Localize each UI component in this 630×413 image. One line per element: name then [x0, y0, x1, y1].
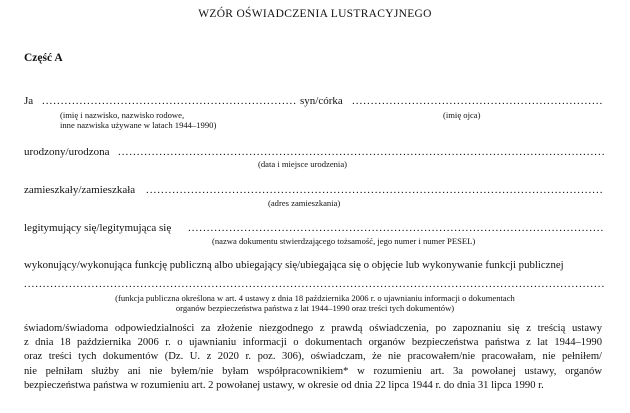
paragraph-line: z dnia 18 października 2006 r. o ujawnianiu informacji o dokumentach organów bezpieczeństwa państwa z lat 1944–1990 [24, 337, 602, 349]
father-name-field[interactable] [352, 95, 604, 107]
function-field[interactable] [24, 278, 604, 290]
id-caption: (nazwa dokumentu stwierdzającego tożsamość, jego numer i numer PESEL) [212, 236, 476, 246]
section-heading: Część A [24, 52, 63, 64]
function-caption-line2: organów bezpieczeństwa państwa z lat 1944–1990 oraz treści tych dokumentów) [175, 303, 455, 313]
name-field[interactable] [42, 95, 296, 107]
id-field[interactable] [188, 222, 604, 234]
paragraph-line: nie pełniłam służby ani nie byłem/nie byłam współpracownikiem* w rozumieniu art. 3a powołanej ustawy, organów [24, 365, 602, 377]
father-name-caption: (imię ojca) [443, 110, 481, 120]
name-caption-line2: inne nazwiska używane w latach 1944–1990) [60, 120, 217, 130]
address-caption: (adres zamieszkania) [268, 198, 341, 208]
function-caption-line1: (funkcja publiczna określona w art. 4 ustawy z dnia 18 października 2006 r. o ujawnianiu informacji o dokumentach [115, 293, 515, 303]
id-label: legitymujący się/legitymująca się [24, 222, 172, 234]
birth-label: urodzony/urodzona [24, 146, 110, 158]
document-title: WZÓR OŚWIADCZENIA LUSTRACYJNEGO [198, 8, 432, 20]
address-label: zamieszkały/zamieszkała [24, 184, 136, 196]
birth-field[interactable] [118, 146, 604, 158]
paragraph-line: bezpieczeństwa państwa w rozumieniu art. 2 powołanej ustawy, w okresie od dnia 22 lipca 1944 r. do dnia 31 lipca 1990 r. [24, 379, 544, 391]
name-prefix-label: Ja [24, 95, 34, 107]
birth-caption: (data i miejsce urodzenia) [258, 159, 347, 169]
name-caption-line1: (imię i nazwisko, nazwisko rodowe, [60, 110, 185, 120]
son-daughter-label: syn/córka [300, 95, 343, 107]
function-label: wykonujący/wykonująca funkcję publiczną albo ubiegający się/ubiegająca się o objęcie lub wykonywanie funkcji publicznej [24, 259, 564, 271]
paragraph-line: oraz treści tych dokumentów (Dz. U. z 2020 r. poz. 306), oświadczam, że nie pracowałem/nie pracowałam, nie pełniłem/ [24, 351, 602, 363]
paragraph-line: świadom/świadoma odpowiedzialności za złożenie niezgodnego z prawdą oświadczenia, po zapoznaniu się z treścią ustawy [24, 323, 602, 334]
declaration-paragraph [24, 322, 602, 393]
address-field[interactable] [146, 184, 604, 196]
